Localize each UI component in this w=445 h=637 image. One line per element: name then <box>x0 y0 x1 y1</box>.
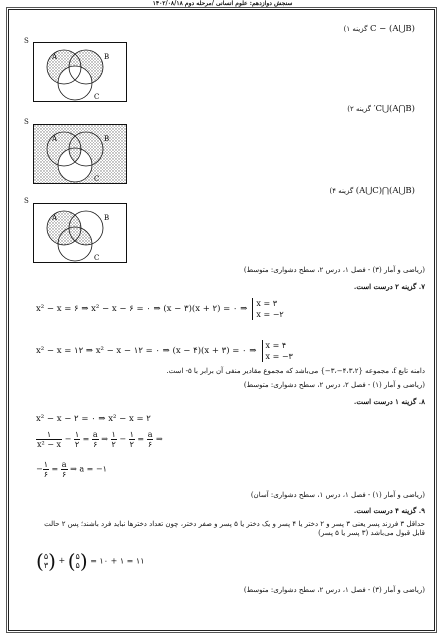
q7-eq-1: x² − x = ۶ ⇒ x² − x − ۶ = ۰ ⇒ (x − ۳)(x + ۲) = ۰ ⇒ <box>36 304 248 314</box>
q8-f8d: ۶ <box>62 470 67 479</box>
q7-case-1b: x = −۲ <box>256 310 284 319</box>
q8-line-2: $\frac{۱}{\text{x² − x}}$ − $\frac{۱}{۲}$ = $\frac{a}{۶}$ ⇒ $\frac{۱}{۲}$ − $\frac{۱}{۲}$ = $\frac{a}{۶}$ ⇒ <box>37 430 163 449</box>
q8-answer: گزینه ۱ درست است. <box>353 397 417 406</box>
venn-diagram-3 <box>33 203 127 263</box>
q8-f4d: ۲ <box>111 440 116 449</box>
page-header: سنجش دوازدهم: علوم انسانی /مرحله دوم ۱۴۰۲/۰۸/۱۸ <box>152 0 293 7</box>
q8-implies: ⇒ <box>101 434 108 444</box>
q9-heading <box>45 506 425 515</box>
q9-b1-top: ۵ <box>43 552 49 561</box>
q8-number: ۸. <box>418 397 425 406</box>
q7-reference: (ریاضی و آمار (۱) - فصل ۲، درس ۲، سطح دشواری: متوسط) <box>243 381 425 389</box>
option-4-label: گزینه ۴) <box>329 187 354 195</box>
q7-conclusion: دامنه تابع f، مجموعه {۴،۳،۲−،۳−} می‌باشد که مجموع مقادیر منفی آن برابر با ۵- است. <box>166 367 425 375</box>
q7-number: ۷. <box>418 282 425 291</box>
venn-2-b: B <box>104 135 110 143</box>
q7-case-2a: x = ۴ <box>265 341 287 350</box>
q9-number: ۹. <box>418 506 425 515</box>
q8-f6n: a <box>147 430 153 439</box>
q8-f3n: a <box>92 430 98 439</box>
q8-f1d: x² − x <box>37 440 62 449</box>
venn-diagram-1 <box>33 42 127 102</box>
q8-f7d: ۶ <box>43 470 48 479</box>
option-2-row <box>347 104 415 114</box>
venn-3-b: B <box>104 214 110 222</box>
venn-diagram-2 <box>33 124 127 184</box>
q7-case-2b: x = −۳ <box>265 352 293 361</box>
venn-1-c: C <box>94 93 100 101</box>
option-2-label: گزینه ۲) <box>347 105 372 113</box>
option-4-row <box>329 186 415 196</box>
q9-b2-top: ۵ <box>75 552 80 561</box>
q9-text: حداقل ۳ فرزند پسر یعنی ۳ پسر و ۲ دختر یا ۴ پسر و یک دختر یا ۵ پسر و صفر دختر، چون تعداد دخترها نباید فرد باشند؛ پس ۲ حالت قابل قبول می‌باشد (۳ پسر یا ۵ پسر) <box>44 520 425 537</box>
q8-result: ⇒ a = −۱ <box>70 464 107 474</box>
venn-1-s: S <box>24 37 29 45</box>
q7-heading <box>45 282 425 291</box>
venn-1-a: A <box>52 53 58 61</box>
q8-f5d: ۲ <box>129 440 134 449</box>
option-1-label: گزینه ۱) <box>343 25 368 33</box>
q8-reference: (ریاضی و آمار (۱) - فصل ۱، درس ۱، سطح دشواری: آسان) <box>250 491 425 499</box>
q8-f7n: ۱ <box>43 460 48 469</box>
q6-reference: (ریاضی و آمار (۳) - فصل ۱، درس ۲، سطح دشواری: متوسط) <box>243 266 425 274</box>
venn-3-a: A <box>52 214 58 222</box>
q9-result: = ۱۰ + ۱ = ۱۱ <box>90 556 145 566</box>
venn-2-c: C <box>94 175 100 183</box>
q8-f3d: ۶ <box>93 440 98 449</box>
q8-f1n: ۱ <box>36 430 62 440</box>
q8-f2n: ۱ <box>74 430 80 439</box>
q8-f2d: ۲ <box>74 440 80 449</box>
venn-1-b: B <box>104 53 110 61</box>
q7-eq-2: x² − x = ۱۲ ⇒ x² − x − ۱۲ = ۰ ⇒ (x − ۴)(x + ۳) = ۰ ⇒ <box>36 346 257 356</box>
venn-3-s: S <box>24 197 29 205</box>
q8-line-1: x² − x − ۲ = ۰ ⇒ x² − x = ۲ <box>36 414 151 424</box>
q9-b1-bot: ۳ <box>43 561 49 570</box>
q8-f6d: ۶ <box>147 440 153 449</box>
option-4-expr: (A⋃B)⋂(A⋃C) <box>355 186 415 196</box>
venn-2-s: S <box>24 118 29 126</box>
q9-b2-bot: ۵ <box>75 561 80 570</box>
q9-answer: گزینه ۴ درست است. <box>353 506 417 515</box>
q7-line-2 <box>36 340 293 362</box>
venn-2-a: A <box>52 135 58 143</box>
q7-line-1 <box>36 298 284 320</box>
option-2-expr: (A⋂B)⋃C′ <box>373 104 415 114</box>
option-1-expr: (A⋃B) − C <box>369 24 415 34</box>
q8-f4n: ۱ <box>111 430 116 439</box>
q7-answer: گزینه ۲ درست است. <box>353 282 417 291</box>
q8-f5n: ۱ <box>129 430 134 439</box>
q8-f8n: a <box>61 460 67 469</box>
q8-heading <box>45 397 425 406</box>
q9-reference: (ریاضی و آمار (۳) - فصل ۱، درس ۲، سطح دشواری: متوسط) <box>243 586 425 594</box>
option-1-row <box>344 24 415 34</box>
q9-formula: ( ۵ ۳ ) + ( ۵ ۵ ) = ۱۰ + ۱ = ۱۱ <box>36 549 145 573</box>
q8-line-3: − $\frac{۱}{۶}$ = $\frac{a}{۶}$ ⇒ a = −۱ <box>36 460 107 479</box>
q7-case-1a: x = ۳ <box>256 299 278 308</box>
venn-3-c: C <box>94 254 100 262</box>
